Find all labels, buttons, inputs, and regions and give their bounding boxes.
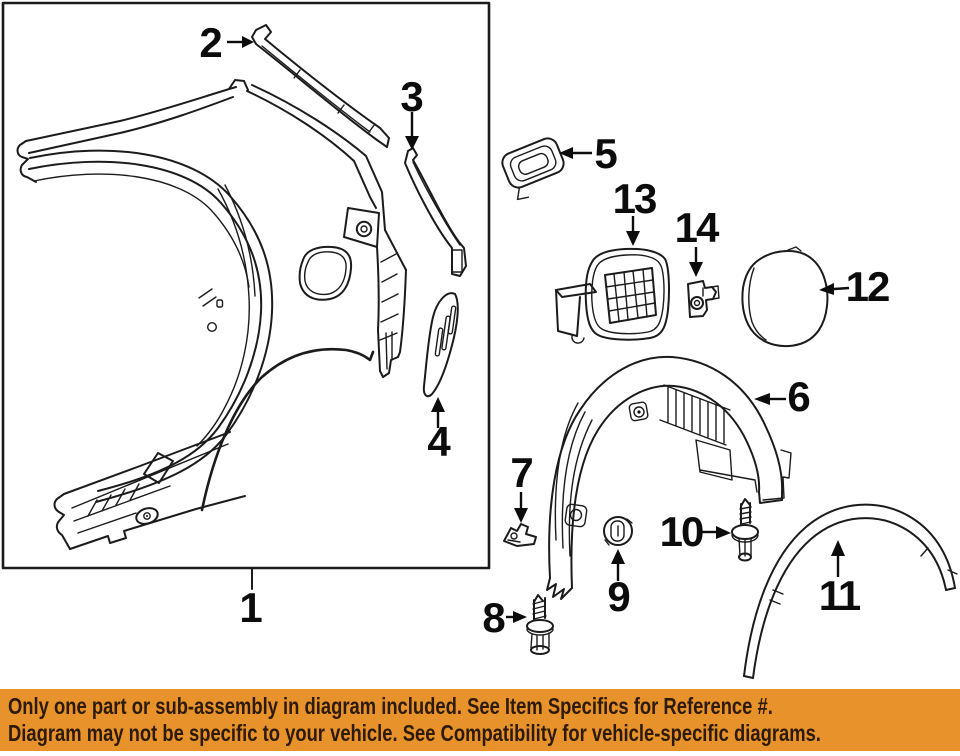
callout-11-label: 11 (818, 572, 860, 619)
disclaimer-line-1: Only one part or sub-assembly in diagram included. See Item Specifics for Reference #. (8, 693, 773, 719)
callout-1-label: 1 (239, 584, 261, 631)
disclaimer-banner (0, 689, 960, 751)
bolt-drawing (732, 499, 758, 561)
roof-rail-molding-drawing (252, 25, 389, 147)
fuel-door-drawing (742, 247, 827, 346)
callout-3-label: 3 (400, 73, 422, 120)
callout-6-label: 6 (787, 373, 809, 420)
fuel-filler-pocket-drawing (556, 249, 669, 343)
pillar-stiffener-drawing (405, 148, 466, 276)
callout-4-label: 4 (427, 418, 449, 465)
callout-2-label: 2 (199, 19, 221, 66)
quarter-panel-drawing (18, 80, 406, 549)
vent-grille-drawing (499, 135, 571, 201)
callout-12-label: 12 (845, 263, 889, 310)
fuel-door-bracket-drawing (688, 281, 719, 317)
gusset-drawing (424, 293, 458, 396)
callout-5-label: 5 (594, 130, 616, 177)
callout-8-label: 8 (482, 594, 504, 641)
wheel-arch-liner-drawing (547, 357, 791, 599)
screw-drawing (527, 595, 553, 654)
callout-13-label: 13 (612, 175, 656, 222)
grommet-drawing (604, 517, 632, 545)
callout-9-label: 9 (607, 573, 629, 620)
clip-drawing (504, 524, 536, 546)
callout-10-label: 10 (659, 508, 703, 555)
callout-7-label: 7 (510, 449, 532, 496)
callout-14-label: 14 (674, 204, 718, 251)
disclaimer-line-2: Diagram may not be specific to your vehicle. See Compatibility for vehicle-specific diagrams. (8, 720, 821, 746)
